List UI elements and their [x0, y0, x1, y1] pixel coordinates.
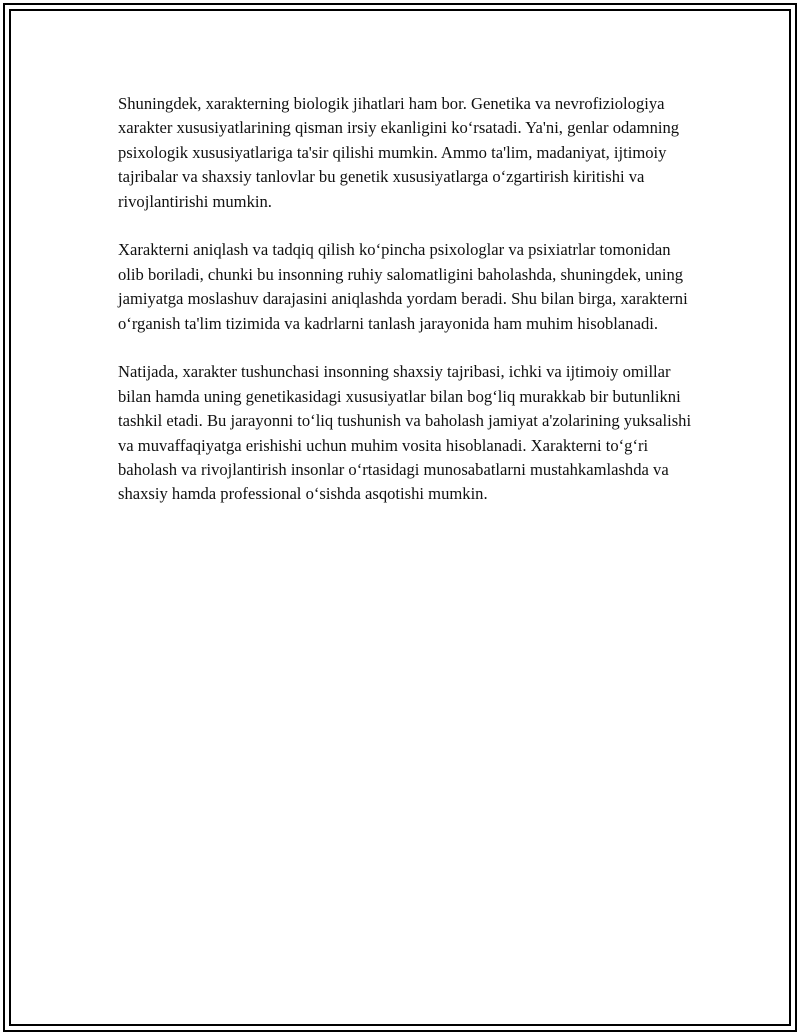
paragraph-conclusion: Natijada, xarakter tushunchasi insonning shaxsiy tajribasi, ichki va ijtimoiy omillar bilan hamda uning genetikasidagi xususiyatlar bilan bog‘liq murakkab bir butunlikni tashkil etadi. Bu jarayonni to‘liq tushunish va baholash jamiyat a'zolarining yuksalishi va muvaffaqiyatga erishishi uchun muhim vosita hisoblanadi. Xarakterni to‘g‘ri baholash va rivojlantirish insonlar o‘rtasidagi munosabatlarni mustahkamlashda va shaxsiy hamda professional o‘sishda asqotishi mumkin. — [118, 362, 692, 504]
document-body — [118, 92, 698, 531]
paragraph-biological-aspects: Shuningdek, xarakterning biologik jihatlari ham bor. Genetika va nevrofiziologiya xarakter xususiyatlarining qisman irsiy ekanligini ko‘rsatadi. Ya'ni, genlar odamning psixologik xususiyatlariga ta'sir qilishi mumkin. Ammo ta'lim, madaniyat, ijtimoiy tajribalar va shaxsiy tanlovlar bu genetik xususiyatlarga o‘zgartirish kiritishi va rivojlantirishi mumkin. — [118, 94, 680, 211]
paragraph-character-research: Xarakterni aniqlash va tadqiq qilish ko‘pincha psixologlar va psixiatrlar tomonidan olib boriladi, chunki bu insonning ruhiy salomatligini baholashda, shuningdek, uning jamiyatga moslashuv darajasini aniqlashda yordam beradi. Shu bilan birga, xarakterni o‘rganish ta'lim tizimida va kadrlarni tanlash jarayonida ham muhim hisoblanadi. — [118, 240, 688, 333]
